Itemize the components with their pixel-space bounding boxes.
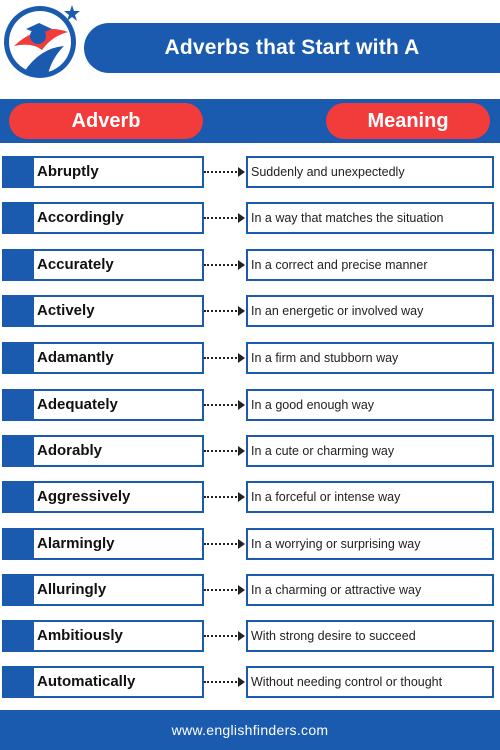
footer-url: www.englishfinders.com — [171, 722, 329, 738]
meaning-text: In a worrying or surprising way — [251, 537, 421, 551]
meaning-box — [246, 202, 494, 234]
adverb-word: Actively — [37, 302, 95, 319]
arrow-right-icon — [238, 213, 245, 223]
adverb-tab-marker — [4, 437, 34, 465]
arrow-right-icon — [238, 677, 245, 687]
adverb-word: Alluringly — [37, 581, 107, 598]
meaning-box — [246, 249, 494, 281]
site-logo — [2, 2, 80, 80]
arrow-right-icon — [238, 446, 245, 456]
adverb-box — [2, 435, 204, 467]
dotted-connector — [204, 450, 240, 452]
adverb-box — [2, 666, 204, 698]
meaning-text: In a firm and stubborn way — [251, 351, 399, 365]
arrow-right-icon — [238, 306, 245, 316]
meaning-box — [246, 295, 494, 327]
arrow-right-icon — [238, 585, 245, 595]
meaning-text: In an energetic or involved way — [251, 304, 424, 318]
arrow-right-icon — [238, 353, 245, 363]
meaning-box — [246, 156, 494, 188]
adverb-tab-marker — [4, 622, 34, 650]
meaning-box — [246, 481, 494, 513]
meaning-text: Suddenly and unexpectedly — [251, 165, 405, 179]
meaning-text: In a cute or charming way — [251, 444, 395, 458]
list-item — [0, 295, 500, 327]
adverb-word: Adequately — [37, 396, 118, 413]
meaning-box — [246, 574, 494, 606]
meaning-text: In a forceful or intense way — [251, 490, 401, 504]
list-item — [0, 574, 500, 606]
adverb-word: Aggressively — [37, 488, 131, 505]
adverb-box — [2, 481, 204, 513]
adverb-word: Accurately — [37, 256, 114, 273]
adverb-box — [2, 389, 204, 421]
list-item — [0, 156, 500, 188]
dotted-connector — [204, 264, 240, 266]
dotted-connector — [204, 404, 240, 406]
adverb-word: Automatically — [37, 673, 136, 690]
dotted-connector — [204, 496, 240, 498]
adverb-box — [2, 156, 204, 188]
meaning-box — [246, 666, 494, 698]
list-item — [0, 481, 500, 513]
adverb-tab-marker — [4, 483, 34, 511]
adverb-tab-marker — [4, 344, 34, 372]
page-title: Adverbs that Start with A — [164, 36, 420, 59]
adverb-tab-marker — [4, 158, 34, 186]
adverb-word: Alarmingly — [37, 535, 115, 552]
dotted-connector — [204, 310, 240, 312]
meaning-box — [246, 528, 494, 560]
dotted-connector — [204, 217, 240, 219]
adverb-word: Adamantly — [37, 349, 114, 366]
dotted-connector — [204, 543, 240, 545]
adverb-word: Abruptly — [37, 163, 99, 180]
list-item — [0, 342, 500, 374]
title-banner — [84, 23, 500, 73]
list-item — [0, 389, 500, 421]
meaning-text: In a charming or attractive way — [251, 583, 422, 597]
meaning-text: In a way that matches the situation — [251, 211, 444, 225]
list-item — [0, 202, 500, 234]
arrow-right-icon — [238, 492, 245, 502]
adverb-word: Ambitiously — [37, 627, 123, 644]
list-item — [0, 249, 500, 281]
adverb-tab-marker — [4, 391, 34, 419]
meaning-column-header: Meaning — [326, 103, 490, 139]
meaning-box — [246, 389, 494, 421]
dotted-connector — [204, 635, 240, 637]
meaning-box — [246, 435, 494, 467]
meaning-box — [246, 342, 494, 374]
footer-band — [0, 710, 500, 750]
adverb-tab-marker — [4, 668, 34, 696]
adverb-column-header: Adverb — [9, 103, 203, 139]
arrow-right-icon — [238, 400, 245, 410]
arrow-right-icon — [238, 167, 245, 177]
list-item — [0, 528, 500, 560]
arrow-right-icon — [238, 260, 245, 270]
list-item — [0, 435, 500, 467]
adverb-tab-marker — [4, 204, 34, 232]
adverb-box — [2, 620, 204, 652]
adverb-box — [2, 342, 204, 374]
dotted-connector — [204, 171, 240, 173]
dotted-connector — [204, 589, 240, 591]
list-item — [0, 666, 500, 698]
arrow-right-icon — [238, 631, 245, 641]
dotted-connector — [204, 357, 240, 359]
adverb-tab-marker — [4, 576, 34, 604]
meaning-box — [246, 620, 494, 652]
adverb-word: Adorably — [37, 442, 103, 459]
adverb-box — [2, 295, 204, 327]
list-item — [0, 620, 500, 652]
meaning-text: In a correct and precise manner — [251, 258, 428, 272]
adverb-word: Accordingly — [37, 209, 124, 226]
dotted-connector — [204, 681, 240, 683]
adverb-box — [2, 249, 204, 281]
meaning-text: With strong desire to succeed — [251, 629, 416, 643]
arrow-right-icon — [238, 539, 245, 549]
adverb-tab-marker — [4, 530, 34, 558]
adverb-tab-marker — [4, 297, 34, 325]
adverb-box — [2, 574, 204, 606]
adverb-tab-marker — [4, 251, 34, 279]
meaning-text: Without needing control or thought — [251, 675, 443, 689]
meaning-text: In a good enough way — [251, 398, 375, 412]
adverb-box — [2, 528, 204, 560]
adverb-box — [2, 202, 204, 234]
